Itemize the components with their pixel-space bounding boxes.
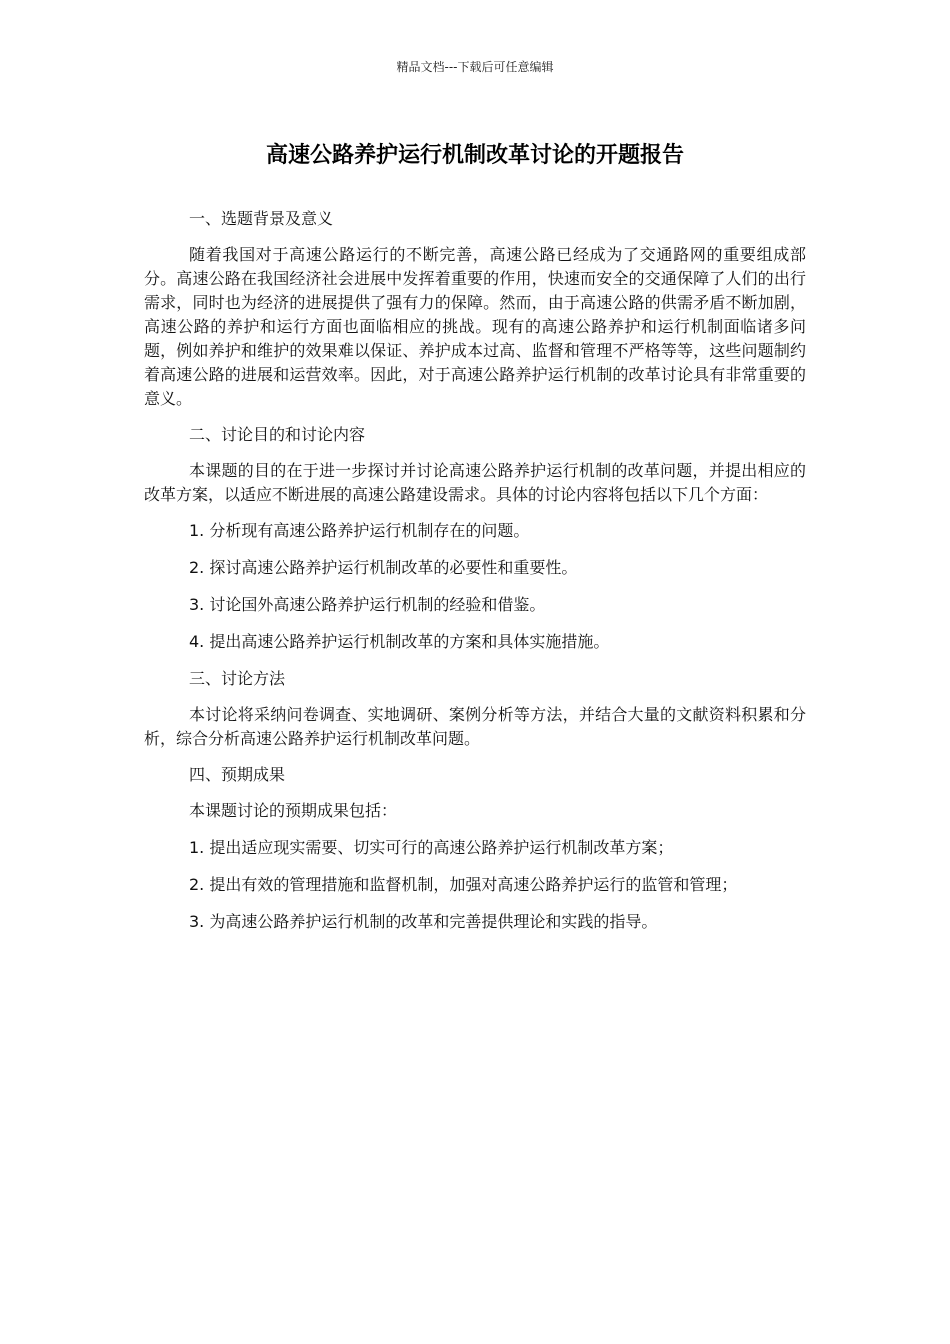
section-paragraph-methods: 本讨论将采纳问卷调查、实地调研、案例分析等方法，并结合大量的文献资料积累和分析，综合分析高速公路养护运行机制改革问题。 bbox=[144, 705, 806, 748]
list-item: 2. 探讨高速公路养护运行机制改革的必要性和重要性。 bbox=[189, 558, 578, 577]
list-item: 4. 提出高速公路养护运行机制改革的方案和具体实施措施。 bbox=[189, 632, 610, 651]
section-heading-background: 一、选题背景及意义 bbox=[189, 209, 334, 228]
section-heading-methods: 三、讨论方法 bbox=[189, 669, 286, 688]
list-item: 2. 提出有效的管理措施和监督机制，加强对高速公路养护运行的监管和管理； bbox=[189, 875, 738, 894]
list-item: 1. 分析现有高速公路养护运行机制存在的问题。 bbox=[189, 521, 530, 540]
document-title: 高速公路养护运行机制改革讨论的开题报告 bbox=[265, 143, 684, 168]
section-heading-objectives: 二、讨论目的和讨论内容 bbox=[189, 425, 366, 444]
section-intro-outcomes: 本课题讨论的预期成果包括： bbox=[189, 801, 398, 820]
list-item: 3. 为高速公路养护运行机制的改革和完善提供理论和实践的指导。 bbox=[189, 912, 658, 931]
section-paragraph-background: 随着我国对于高速公路运行的不断完善，高速公路已经成为了交通路网的重要组成部分。高速公路在我国经济社会进展中发挥着重要的作用，快速而安全的交通保障了人们的出行需求，同时也为经济的进展提供了强有力的保障。然而，由于高速公路的供需矛盾不断加剧，高速公路的养护和运行方面也面临相应的挑战。现有的高速公路养护和运行机制面临诸多问题，例如养护和维护的效果难以保证、养护成本过高、监督和管理不严格等等，这些问题制约着高速公路的进展和运营效率。因此，对于高速公路养护运行机制的改革讨论具有非常重要的意义。 bbox=[144, 245, 806, 408]
header-note: 精品文档---下载后可任意编辑 bbox=[396, 60, 554, 74]
document-body bbox=[144, 207, 806, 947]
list-item: 3. 讨论国外高速公路养护运行机制的经验和借鉴。 bbox=[189, 595, 546, 614]
section-paragraph-objectives: 本课题的目的在于进一步探讨并讨论高速公路养护运行机制的改革问题，并提出相应的改革方案，以适应不断进展的高速公路建设需求。具体的讨论内容将包括以下几个方面： bbox=[144, 461, 806, 504]
section-heading-outcomes: 四、预期成果 bbox=[189, 765, 286, 784]
list-item: 1. 提出适应现实需要、切实可行的高速公路养护运行机制改革方案； bbox=[189, 838, 674, 857]
